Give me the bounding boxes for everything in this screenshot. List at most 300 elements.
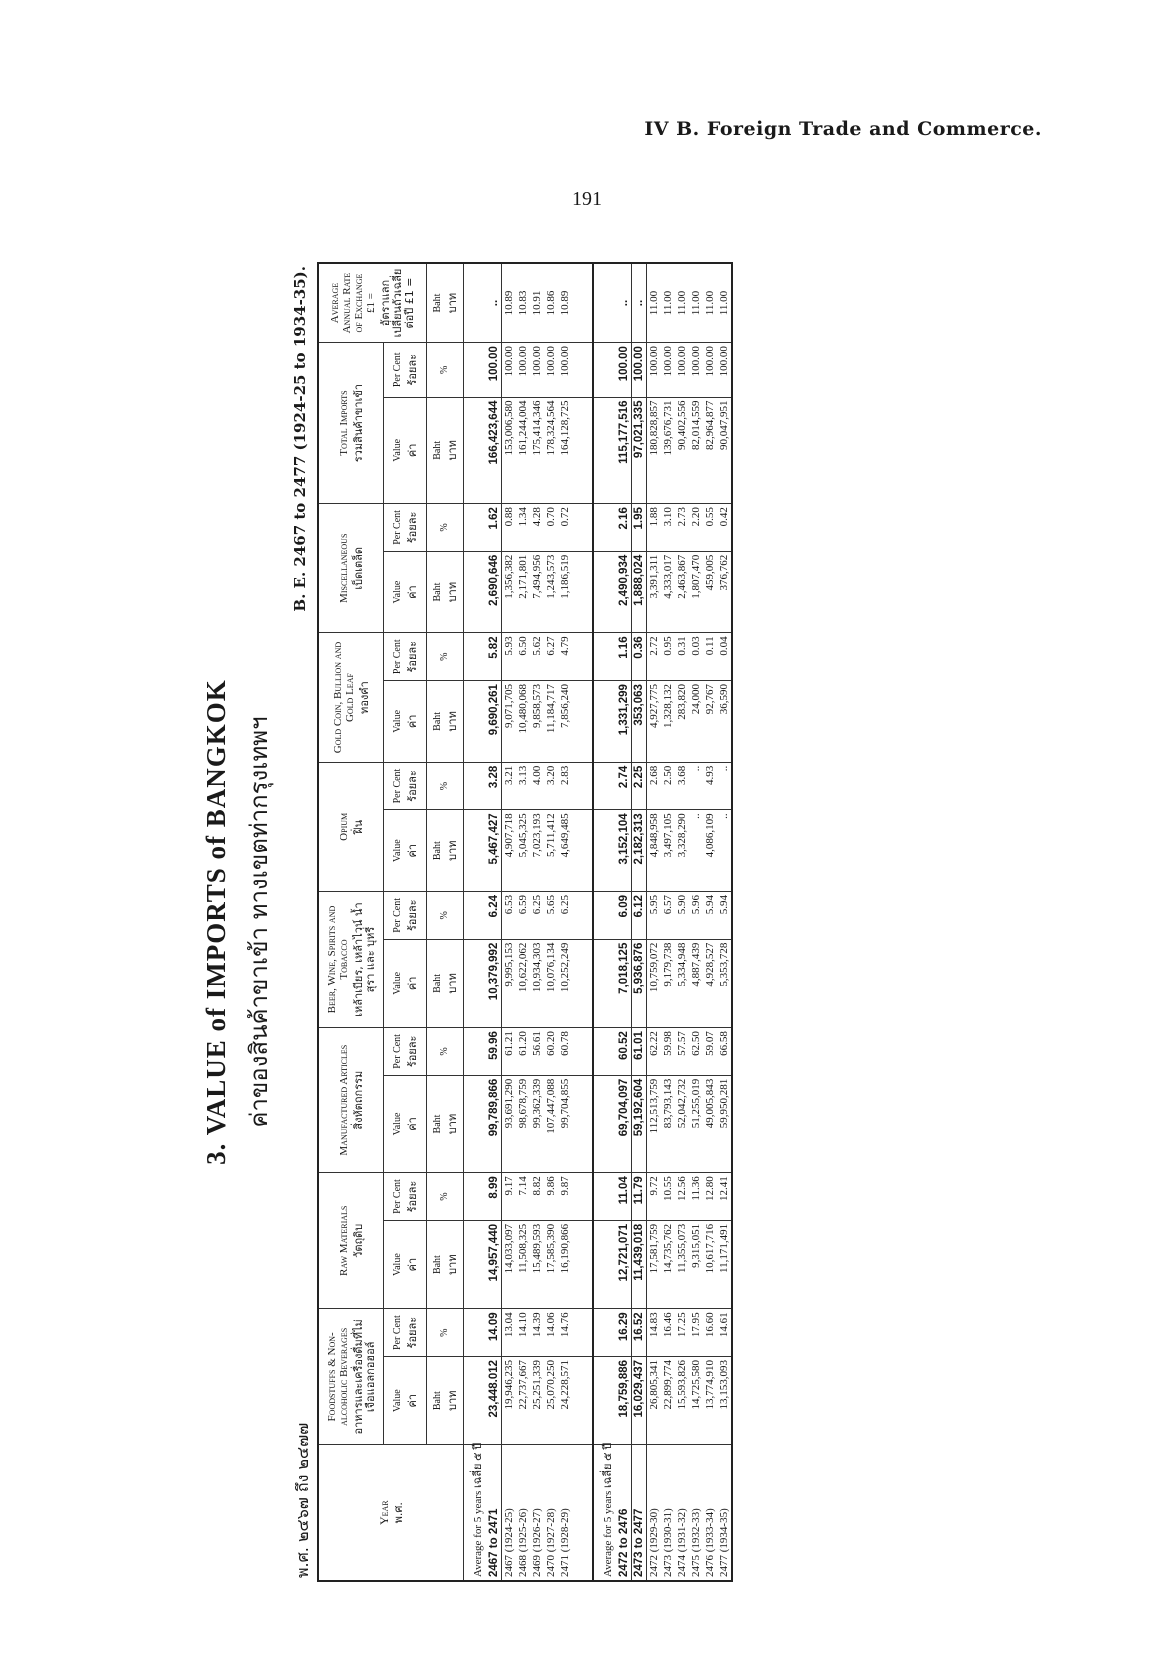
year-cell: 2472 to 2476 — [617, 1445, 632, 1581]
percent-cell: 0.31 — [675, 633, 689, 681]
value-cell: 24,228,571 — [558, 1356, 572, 1444]
percent-cell: 9.72 — [647, 1173, 662, 1221]
value-cell: 115,177,516 — [617, 397, 632, 504]
value-cell: 49,005,843 — [703, 1075, 717, 1173]
percent-cell: 100.00 — [530, 343, 544, 397]
value-cell: 90,402,556 — [675, 397, 689, 504]
raw-materials-header: Raw Materials วัตถุดิบ — [318, 1173, 384, 1309]
value-cell: 22,899,774 — [661, 1356, 675, 1444]
empty-cell — [572, 1220, 593, 1308]
year-cell: 2468 (1925-26) — [516, 1445, 530, 1581]
percent-unit: % — [427, 1309, 464, 1357]
value-cell: 17,585,390 — [544, 1220, 558, 1308]
beer-wine-header: Beer, Wine, Spirits and Tobacco เหล้าเบียร, เหล้าไวน์ น้ำสุรา และ บุหรี่ — [318, 892, 384, 1028]
percent-cell: 2.20 — [689, 504, 703, 552]
value-cell: 112,513,759 — [647, 1075, 662, 1173]
average-row — [487, 263, 502, 1581]
value-cell: 283,820 — [675, 681, 689, 763]
table-body — [464, 263, 733, 1581]
rate-cell: 10.91 — [530, 263, 544, 343]
empty-cell — [464, 1220, 488, 1308]
value-cell: 59,192,604 — [632, 1075, 647, 1173]
value-cell: 15,489,593 — [530, 1220, 544, 1308]
percent-cell: 6.25 — [530, 892, 544, 940]
percent-cell: 11.04 — [617, 1173, 632, 1221]
percent-cell: 0.88 — [502, 504, 517, 552]
percent-cell: 3.68 — [675, 762, 689, 810]
percent-subheader: Per Cent ร้อยละ — [384, 1309, 427, 1357]
value-cell: 4,928,527 — [703, 939, 717, 1027]
percent-cell: 0.04 — [717, 633, 732, 681]
percent-cell: 6.24 — [487, 892, 502, 940]
percent-cell: 3.28 — [487, 762, 502, 810]
percent-cell: 6.50 — [516, 633, 530, 681]
percent-cell: 2.73 — [675, 504, 689, 552]
percent-cell: 16.29 — [617, 1309, 632, 1357]
percent-unit: % — [427, 343, 464, 397]
percent-cell: 17.95 — [689, 1309, 703, 1357]
empty-cell — [572, 681, 593, 763]
percent-cell: 6.12 — [632, 892, 647, 940]
value-cell: 107,447,088 — [544, 1075, 558, 1173]
percent-cell: 56.61 — [530, 1028, 544, 1076]
value-cell: 7,023,193 — [530, 810, 544, 892]
year-cell: 2469 (1926-27) — [530, 1445, 544, 1581]
average-label-row — [464, 263, 488, 1581]
table-row — [516, 263, 530, 1581]
value-cell: 4,649,485 — [558, 810, 572, 892]
percent-cell: 66.58 — [717, 1028, 732, 1076]
value-cell: 93,691,290 — [502, 1075, 517, 1173]
percent-cell: 57.57 — [675, 1028, 689, 1076]
year-cell: 2471 (1928-29) — [558, 1445, 572, 1581]
empty-cell — [572, 1028, 593, 1076]
baht-unit: Baht บาท — [427, 1356, 464, 1444]
baht-unit: Baht บาท — [427, 397, 464, 504]
percent-cell: 6.53 — [502, 892, 517, 940]
percent-unit: % — [427, 762, 464, 810]
percent-subheader: Per Cent ร้อยละ — [384, 504, 427, 552]
percent-cell: 8.99 — [487, 1173, 502, 1221]
empty-cell — [593, 1173, 617, 1221]
table-row — [703, 263, 717, 1581]
baht-unit: Baht บาท — [427, 551, 464, 633]
percent-cell: 62.22 — [647, 1028, 662, 1076]
rate-cell: 11.00 — [647, 263, 662, 343]
percent-cell: 60.52 — [617, 1028, 632, 1076]
misc-header: Miscellaneous เบ็ดเตล็ด — [318, 504, 384, 633]
rate-cell: 11.00 — [703, 263, 717, 343]
value-cell: 11,184,717 — [544, 681, 558, 763]
value-cell: 166,423,644 — [487, 397, 502, 504]
page-title-thai: ค่าของสินค้าขาเข้า ทางเขตท่ากรุงเทพฯ — [245, 716, 273, 1128]
empty-cell — [464, 1173, 488, 1221]
percent-cell: 9.87 — [558, 1173, 572, 1221]
percent-cell: 100.00 — [502, 343, 517, 397]
value-cell: 9,995,153 — [502, 939, 517, 1027]
percent-cell: 100.00 — [647, 343, 662, 397]
unit-row — [427, 263, 464, 1581]
value-cell: 7,856,240 — [558, 681, 572, 763]
value-subheader: Value ค่า — [384, 939, 427, 1027]
value-cell: 2,463,867 — [675, 551, 689, 633]
empty-cell — [572, 1173, 593, 1221]
value-cell: 3,328,290 — [675, 810, 689, 892]
percent-cell: 12.56 — [675, 1173, 689, 1221]
percent-cell: 4.00 — [530, 762, 544, 810]
year-header: Year พ.ศ. — [318, 1445, 464, 1581]
rate-cell: .. — [632, 263, 647, 343]
value-cell: 2,171,801 — [516, 551, 530, 633]
year-cell: 2474 (1931-32) — [675, 1445, 689, 1581]
value-cell: 82,964,877 — [703, 397, 717, 504]
percent-cell: 1.62 — [487, 504, 502, 552]
percent-cell: 0.11 — [703, 633, 717, 681]
empty-cell — [572, 551, 593, 633]
table-row — [558, 263, 572, 1581]
percent-cell: 100.00 — [675, 343, 689, 397]
percent-cell: 1.88 — [647, 504, 662, 552]
value-cell: 10,622,062 — [516, 939, 530, 1027]
empty-cell — [572, 633, 593, 681]
value-cell: 13,774,910 — [703, 1356, 717, 1444]
value-cell: 18,759,886 — [617, 1356, 632, 1444]
value-cell: 180,828,857 — [647, 397, 662, 504]
value-cell: 14,735,762 — [661, 1220, 675, 1308]
year-cell: 2467 (1924-25) — [502, 1445, 517, 1581]
percent-subheader: Per Cent ร้อยละ — [384, 1028, 427, 1076]
empty-cell — [464, 551, 488, 633]
percent-cell: 100.00 — [632, 343, 647, 397]
value-cell: 1,888,024 — [632, 551, 647, 633]
rate-cell: 11.00 — [661, 263, 675, 343]
percent-cell: 6.25 — [558, 892, 572, 940]
empty-cell — [464, 263, 488, 343]
percent-cell: 62.50 — [689, 1028, 703, 1076]
table-row — [717, 263, 732, 1581]
gold-header: Gold Coin, Bullion and Gold Leaf ทองคำ — [318, 633, 384, 762]
value-cell: 13,153,093 — [717, 1356, 732, 1444]
percent-cell: 100.00 — [487, 343, 502, 397]
empty-cell — [593, 397, 617, 504]
empty-cell — [593, 1028, 617, 1076]
year-cell: 2472 (1929-30) — [647, 1445, 662, 1581]
value-cell: 25,070,250 — [544, 1356, 558, 1444]
empty-cell — [593, 504, 617, 552]
percent-cell: 100.00 — [717, 343, 732, 397]
percent-cell: 100.00 — [661, 343, 675, 397]
value-cell: 99,789,866 — [487, 1075, 502, 1173]
empty-cell — [464, 892, 488, 940]
value-cell: 4,086,109 — [703, 810, 717, 892]
baht-unit: Baht บาท — [427, 939, 464, 1027]
empty-cell — [572, 504, 593, 552]
percent-cell: 2.72 — [647, 633, 662, 681]
percent-cell: 4.28 — [530, 504, 544, 552]
year-cell: 2475 (1932-33) — [689, 1445, 703, 1581]
value-cell: 376,762 — [717, 551, 732, 633]
value-cell: 5,045,325 — [516, 810, 530, 892]
value-cell: 10,759,072 — [647, 939, 662, 1027]
percent-cell: 16.52 — [632, 1309, 647, 1357]
value-cell: 90,047,951 — [717, 397, 732, 504]
percent-cell: 8.82 — [530, 1173, 544, 1221]
value-cell: 10,617,716 — [703, 1220, 717, 1308]
percent-cell: 14.06 — [544, 1309, 558, 1357]
rate-cell: 11.00 — [689, 263, 703, 343]
value-cell: 2,690,646 — [487, 551, 502, 633]
value-cell: 164,128,725 — [558, 397, 572, 504]
value-cell: 97,021,335 — [632, 397, 647, 504]
value-cell: 4,927,775 — [647, 681, 662, 763]
manufactured-header: Manufactured Articles สิ่งหัตถกรรม — [318, 1028, 384, 1173]
percent-cell: 7.14 — [516, 1173, 530, 1221]
value-subheader: Value ค่า — [384, 397, 427, 504]
percent-cell: 0.70 — [544, 504, 558, 552]
value-cell: 5,711,412 — [544, 810, 558, 892]
value-cell: 99,362,339 — [530, 1075, 544, 1173]
percent-cell: 5.94 — [717, 892, 732, 940]
percent-cell: 100.00 — [617, 343, 632, 397]
percent-cell: 1.16 — [617, 633, 632, 681]
value-cell: 139,676,731 — [661, 397, 675, 504]
percent-cell: .. — [689, 762, 703, 810]
percent-cell: 14.83 — [647, 1309, 662, 1357]
value-cell: 14,957,440 — [487, 1220, 502, 1308]
rotated-table-block — [175, 262, 905, 1582]
empty-cell — [593, 681, 617, 763]
table-row — [689, 263, 703, 1581]
empty-cell — [464, 1028, 488, 1076]
empty-cell — [593, 343, 617, 397]
baht-unit: Baht บาท — [427, 1220, 464, 1308]
percent-cell: 14.61 — [717, 1309, 732, 1357]
table-row — [675, 263, 689, 1581]
percent-cell: 14.76 — [558, 1309, 572, 1357]
percent-cell: 61.21 — [502, 1028, 517, 1076]
percent-cell: 14.39 — [530, 1309, 544, 1357]
rate-cell: .. — [487, 263, 502, 343]
value-cell: 9,179,738 — [661, 939, 675, 1027]
value-cell: 161,244,004 — [516, 397, 530, 504]
empty-cell — [572, 1356, 593, 1444]
percent-cell: 5.90 — [675, 892, 689, 940]
percent-cell: 3.13 — [516, 762, 530, 810]
percent-subheader: Per Cent ร้อยละ — [384, 762, 427, 810]
percent-subheader: Per Cent ร้อยละ — [384, 343, 427, 397]
value-cell: 7,018,125 — [617, 939, 632, 1027]
percent-cell: 3.10 — [661, 504, 675, 552]
empty-cell — [572, 343, 593, 397]
value-cell: 459,005 — [703, 551, 717, 633]
empty-cell — [593, 263, 617, 343]
value-cell: 11,439,018 — [632, 1220, 647, 1308]
percent-cell: 16.60 — [703, 1309, 717, 1357]
percent-cell: 14.10 — [516, 1309, 530, 1357]
value-cell: 2,490,934 — [617, 551, 632, 633]
table-row — [530, 263, 544, 1581]
value-cell: 4,887,439 — [689, 939, 703, 1027]
empty-cell — [464, 504, 488, 552]
value-cell: 82,014,559 — [689, 397, 703, 504]
percent-cell: 100.00 — [516, 343, 530, 397]
rate-cell: 10.89 — [502, 263, 517, 343]
empty-cell — [464, 1356, 488, 1444]
value-cell: 11,508,325 — [516, 1220, 530, 1308]
empty-cell — [464, 1309, 488, 1357]
value-cell: 1,356,382 — [502, 551, 517, 633]
value-cell: 10,252,249 — [558, 939, 572, 1027]
empty-cell — [593, 633, 617, 681]
percent-cell: 5.94 — [703, 892, 717, 940]
page-number: 191 — [572, 188, 602, 210]
percent-cell: 3.21 — [502, 762, 517, 810]
value-cell: 5,936,876 — [632, 939, 647, 1027]
imports-table — [317, 262, 733, 1582]
value-cell: 98,678,759 — [516, 1075, 530, 1173]
percent-cell: 6.59 — [516, 892, 530, 940]
value-cell: 1,186,519 — [558, 551, 572, 633]
value-cell: 1,807,470 — [689, 551, 703, 633]
empty-cell — [572, 810, 593, 892]
percent-cell: 100.00 — [544, 343, 558, 397]
percent-cell: 5.96 — [689, 892, 703, 940]
percent-cell: 14.09 — [487, 1309, 502, 1357]
value-subheader: Value ค่า — [384, 1075, 427, 1173]
percent-cell: 1.95 — [632, 504, 647, 552]
value-cell: 5,334,948 — [675, 939, 689, 1027]
value-cell: 4,333,017 — [661, 551, 675, 633]
percent-cell: 11.36 — [689, 1173, 703, 1221]
empty-cell — [464, 810, 488, 892]
average-label: Average for 5 years เฉลี่ย ๕ ปี — [593, 1445, 617, 1581]
percent-cell: 13.04 — [502, 1309, 517, 1357]
foodstuffs-header: Foodstuffs & Non-alcoholic Beverages อาหารและเครื่องดื่มที่ไม่เจือแอลกอฮอล์ — [318, 1309, 384, 1445]
value-cell: 7,494,956 — [530, 551, 544, 633]
value-cell: 4,907,718 — [502, 810, 517, 892]
empty-cell — [593, 1309, 617, 1357]
baht-unit: Baht บาท — [427, 1075, 464, 1173]
value-cell: 1,243,573 — [544, 551, 558, 633]
percent-cell: 6.27 — [544, 633, 558, 681]
value-cell: 10,076,134 — [544, 939, 558, 1027]
percent-cell: 6.57 — [661, 892, 675, 940]
value-cell: 11,355,073 — [675, 1220, 689, 1308]
empty-cell — [572, 263, 593, 343]
empty-cell — [464, 1075, 488, 1173]
year-cell: 2476 (1933-34) — [703, 1445, 717, 1581]
value-cell: 178,324,564 — [544, 397, 558, 504]
percent-cell: .. — [717, 762, 732, 810]
rate-cell: 10.86 — [544, 263, 558, 343]
value-cell: 3,391,311 — [647, 551, 662, 633]
percent-cell: 0.95 — [661, 633, 675, 681]
percent-cell: 3.20 — [544, 762, 558, 810]
percent-cell: 9.17 — [502, 1173, 517, 1221]
percent-cell: 0.42 — [717, 504, 732, 552]
rate-cell: 10.89 — [558, 263, 572, 343]
percent-cell: 61.20 — [516, 1028, 530, 1076]
empty-cell — [464, 939, 488, 1027]
percent-cell: 5.65 — [544, 892, 558, 940]
value-cell: 9,071,705 — [502, 681, 517, 763]
spacer-row — [572, 263, 593, 1581]
value-cell: 1,331,299 — [617, 681, 632, 763]
percent-cell: 60.78 — [558, 1028, 572, 1076]
empty-cell — [572, 1445, 593, 1581]
percent-subheader: Per Cent ร้อยละ — [384, 1173, 427, 1221]
value-cell: 15,593,826 — [675, 1356, 689, 1444]
percent-unit: % — [427, 1028, 464, 1076]
rate-cell: .. — [617, 263, 632, 343]
average-row — [632, 263, 647, 1581]
percent-cell: 6.09 — [617, 892, 632, 940]
value-cell: 99,704,855 — [558, 1075, 572, 1173]
percent-cell: 2.50 — [661, 762, 675, 810]
value-cell: 1,328,132 — [661, 681, 675, 763]
percent-subheader: Per Cent ร้อยละ — [384, 633, 427, 681]
value-subheader: Value ค่า — [384, 551, 427, 633]
percent-cell: 59.07 — [703, 1028, 717, 1076]
percent-cell: 2.83 — [558, 762, 572, 810]
year-cell: 2473 (1930-31) — [661, 1445, 675, 1581]
value-cell: 16,190,866 — [558, 1220, 572, 1308]
percent-cell: 59.96 — [487, 1028, 502, 1076]
percent-cell: 60.20 — [544, 1028, 558, 1076]
empty-cell — [593, 939, 617, 1027]
value-cell: 10,480,068 — [516, 681, 530, 763]
year-cell: 2477 (1934-35) — [717, 1445, 732, 1581]
value-subheader: Value ค่า — [384, 681, 427, 763]
empty-cell — [593, 1075, 617, 1173]
year-cell: 2470 (1927-28) — [544, 1445, 558, 1581]
value-cell: 26,805,341 — [647, 1356, 662, 1444]
empty-cell — [593, 762, 617, 810]
value-cell: 92,767 — [703, 681, 717, 763]
baht-unit: Baht บาท — [427, 810, 464, 892]
rate-cell: 11.00 — [717, 263, 732, 343]
value-cell: 4,848,958 — [647, 810, 662, 892]
percent-cell: 0.36 — [632, 633, 647, 681]
average-label-row — [593, 263, 617, 1581]
value-cell: 25,251,339 — [530, 1356, 544, 1444]
percent-unit: % — [427, 892, 464, 940]
year-cell: 2467 to 2471 — [487, 1445, 502, 1581]
baht-unit: Baht บาท — [427, 263, 464, 343]
value-cell: 2,182,313 — [632, 810, 647, 892]
percent-cell: 2.74 — [617, 762, 632, 810]
percent-unit: % — [427, 633, 464, 681]
table-row — [502, 263, 517, 1581]
average-row — [617, 263, 632, 1581]
opium-header: Opium ฝิ่น — [318, 762, 384, 891]
empty-cell — [464, 397, 488, 504]
value-cell: 10,934,303 — [530, 939, 544, 1027]
value-cell: 52,042,732 — [675, 1075, 689, 1173]
empty-cell — [572, 1309, 593, 1357]
value-cell: 36,590 — [717, 681, 732, 763]
value-cell: 5,353,728 — [717, 939, 732, 1027]
era-range-label: B. E. 2467 to 2477 (1924-25 to 1934-35). — [291, 266, 309, 612]
percent-cell: 5.95 — [647, 892, 662, 940]
percent-cell: 0.03 — [689, 633, 703, 681]
running-head: IV B. Foreign Trade and Commerce. — [644, 118, 1042, 140]
percent-cell: 12.41 — [717, 1173, 732, 1221]
value-cell: 19,946,235 — [502, 1356, 517, 1444]
percent-cell: 2.25 — [632, 762, 647, 810]
value-cell: 3,152,104 — [617, 810, 632, 892]
percent-cell: 5.62 — [530, 633, 544, 681]
